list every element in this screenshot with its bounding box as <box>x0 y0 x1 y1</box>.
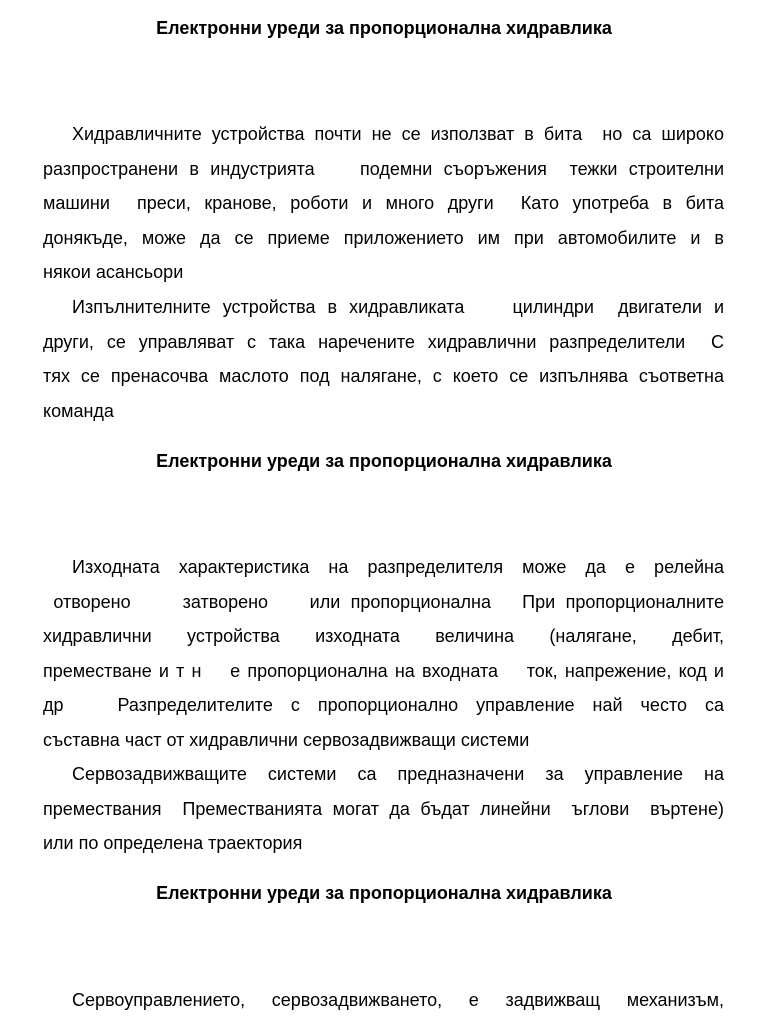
text-line: Сервоуправлението, сервозадвижването, е задвижващ механизъм, <box>72 990 724 1010</box>
text-line: хидравлични устройства изходната величина (налягане, дебит, <box>43 626 724 646</box>
paragraph-4 <box>43 757 724 861</box>
section-heading-1: Електронни уреди за пропорционална хидравлика <box>156 18 612 38</box>
text-line: някои асансьори <box>43 262 184 282</box>
text-line: Изпълнителните устройства в хидравликата цилиндри двигатели и <box>72 297 724 317</box>
section-heading-3: Електронни уреди за пропорционална хидравлика <box>156 883 612 903</box>
text-line: донякъде, може да се приеме приложението им при автомобилите и в <box>43 227 724 248</box>
paragraph-3 <box>43 550 724 757</box>
section-heading-2: Електронни уреди за пропорционална хидравлика <box>156 451 612 471</box>
text-line: разпространени в индустрията подемни съоръжения тежки строителни <box>43 158 724 179</box>
text-line: др Разпределителите с пропорционално управление най често са <box>43 695 724 715</box>
text-line: отворено затворено или пропорционална При пропорционалните <box>43 591 724 612</box>
text-line: или по определена траектория <box>43 833 303 853</box>
text-line: тях се пренасочва маслото под налягане, с което се изпълнява съответна <box>43 366 724 386</box>
text-line: други, се управляват с така наречените хидравлични разпределители С <box>43 331 724 352</box>
text-line: Хидравличните устройства почти не се използват в бита но са широко <box>72 124 724 144</box>
text-line: преместване и т н е пропорционална на входната ток, напрежение, код и <box>43 660 724 681</box>
paragraph-2 <box>43 290 724 428</box>
text-line: машини преси, кранове, роботи и много други Като употреба в бита <box>43 193 724 213</box>
text-line: Изходната характеристика на разпределителя може да е релейна <box>72 557 724 577</box>
text-line: съставна част от хидравлични сервозадвижващи системи <box>43 729 530 750</box>
paragraph-5 <box>43 983 724 1018</box>
paragraph-1 <box>43 117 724 290</box>
text-line: премествания Преместванията могат да бъдат линейни ъглови въртене) <box>43 798 724 819</box>
text-line: команда <box>43 400 114 421</box>
text-line: Сервозадвижващите системи са предназначени за управление на <box>72 764 724 784</box>
